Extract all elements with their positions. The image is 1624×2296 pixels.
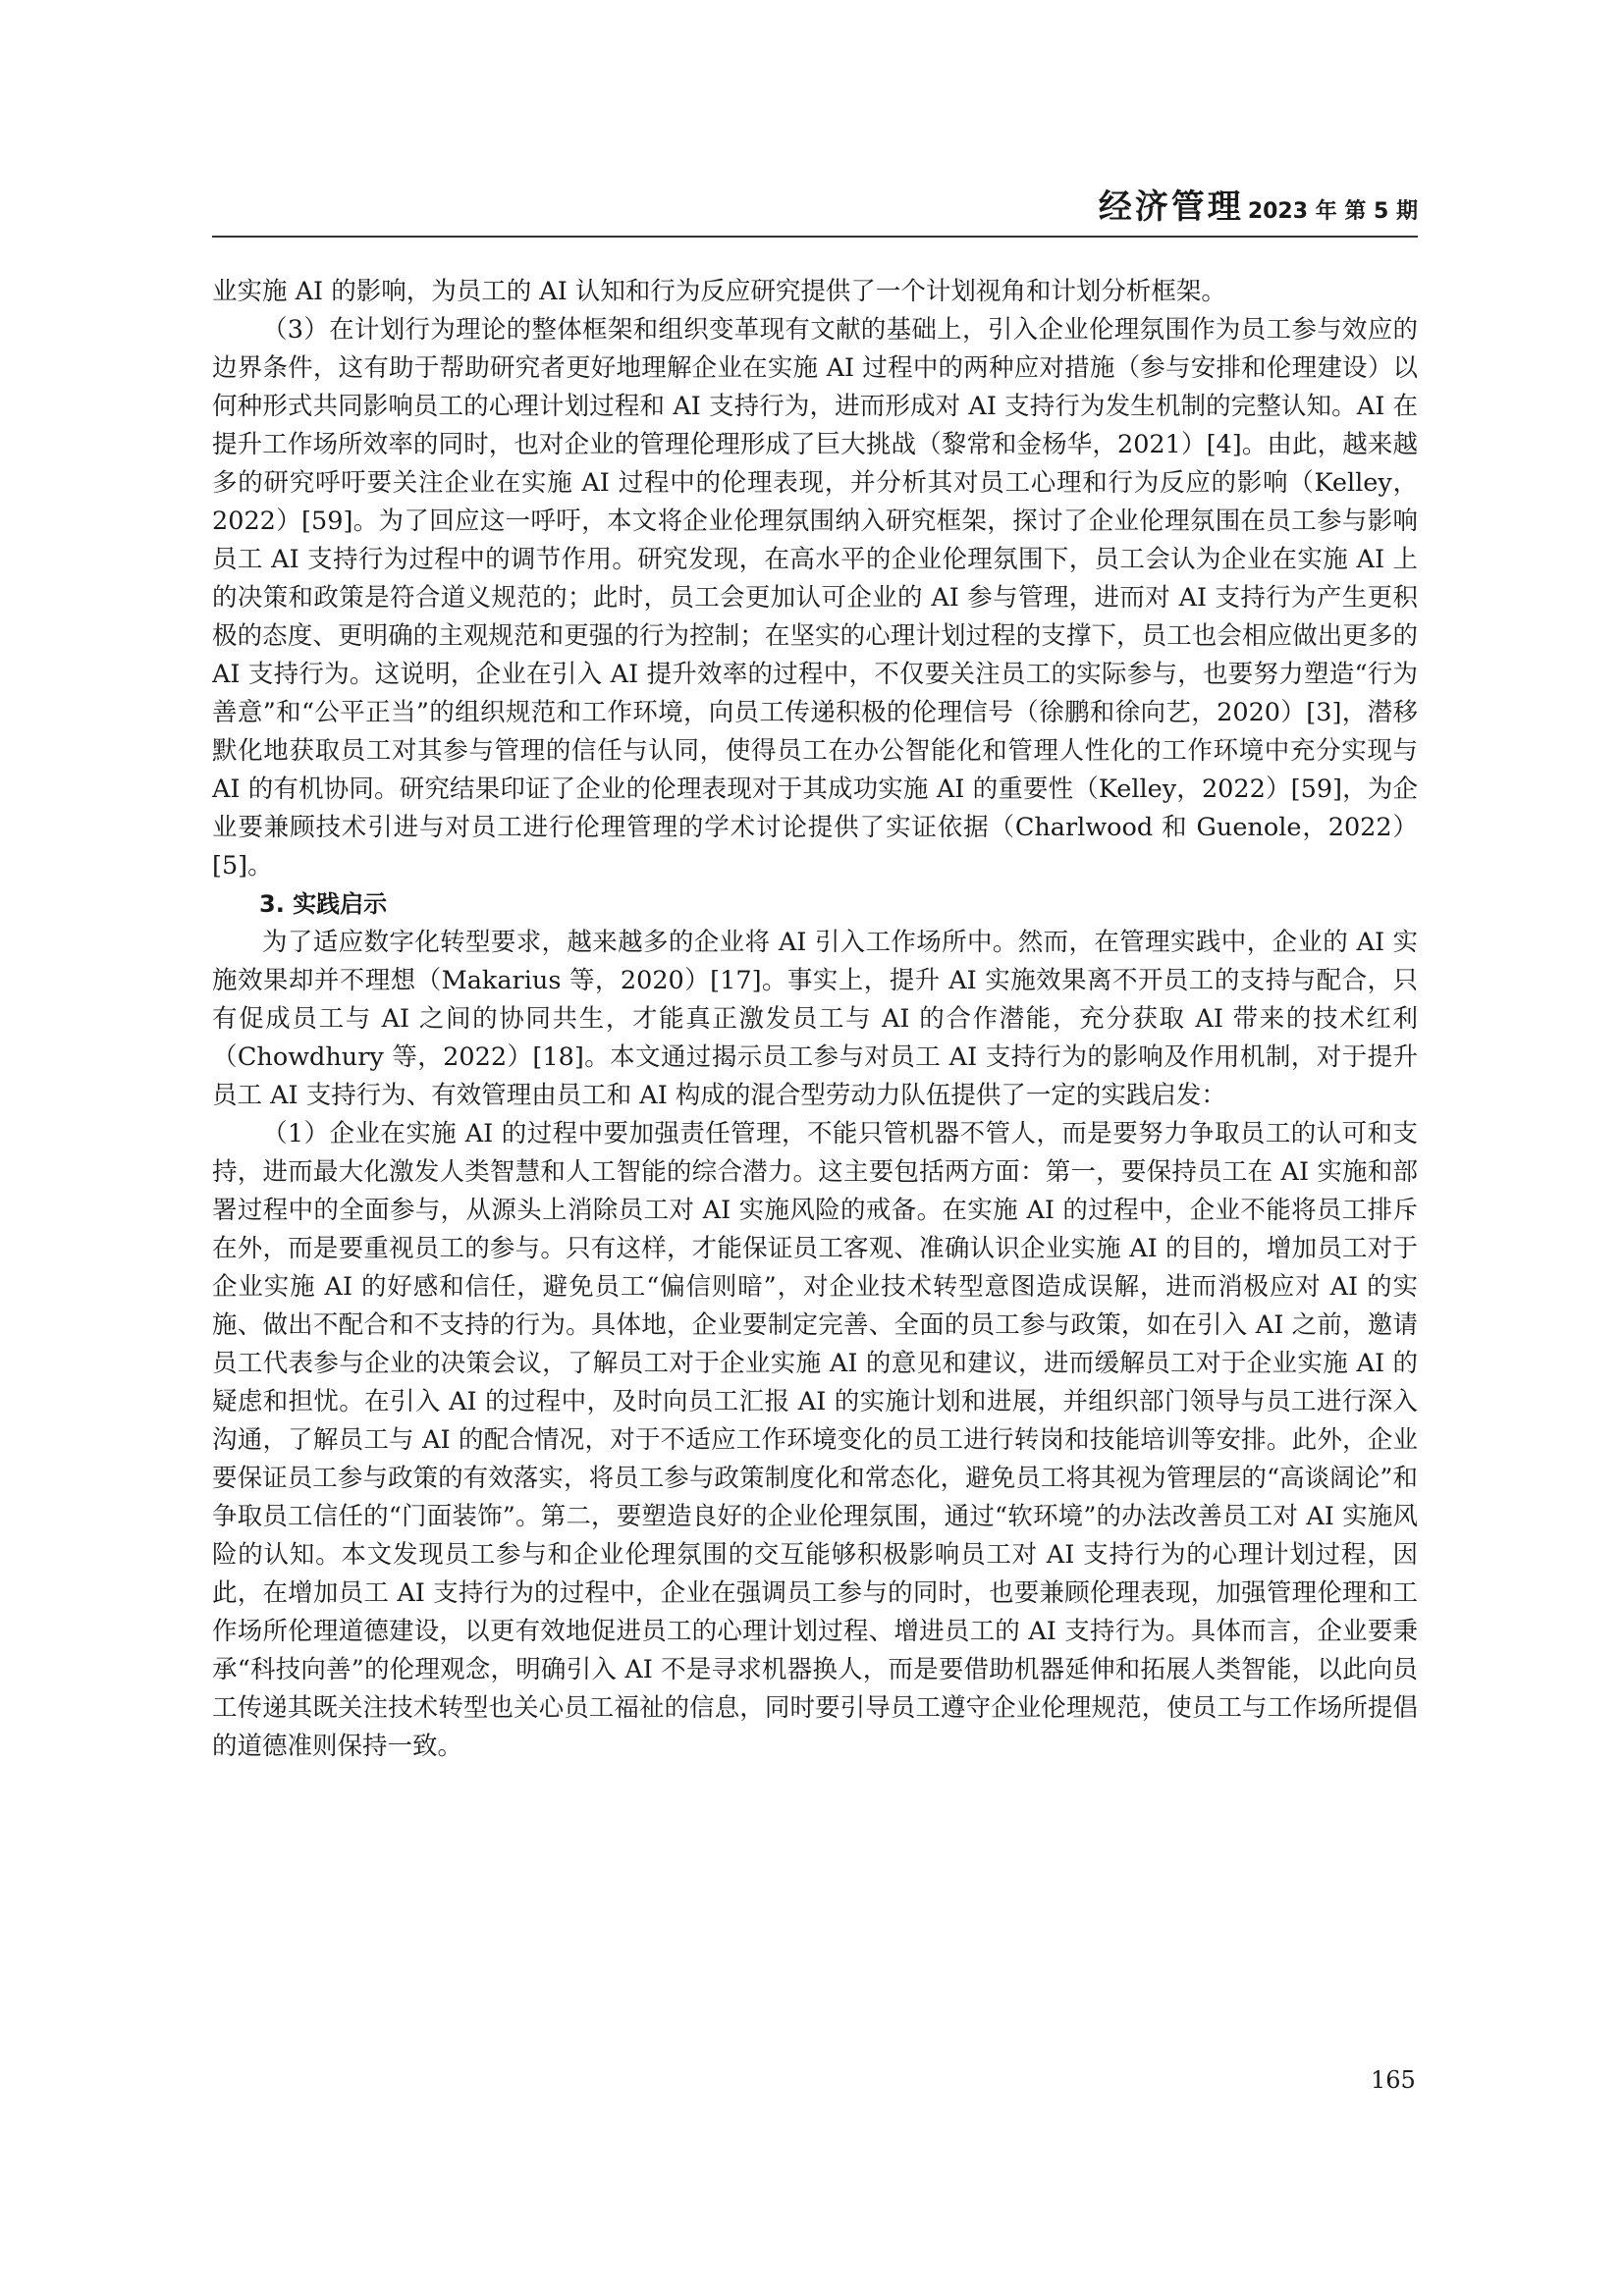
paragraph-contribution-3: （3）在计划行为理论的整体框架和组织变革现有文献的基础上，引入企业伦理氛围作为员工参与效应的边界条件，这有助于帮助研究者更好地理解企业在实施 AI 过程中的两种应对措施（参与安排和伦理建设）以何种形式共同影响员工的心理计划过程和 AI 支持行为，进而形成对 AI 支持行为发生机制的完整认知。AI 在提升工作场所效率的同时，也对企业的管理伦理形成了巨大挑战（黎常和金杨华，2021）[4]。由此，越来越多的研究呼吁要关注企业在实施 AI 过程中的伦理表现，并分析其对员工心理和行为反应的影响（Kelley，2022）[59]。为了回应这一呼吁，本文将企业伦理氛围纳入研究框架，探讨了企业伦理氛围在员工参与影响员工 AI 支持行为过程中的调节作用。研究发现，在高水平的企业伦理氛围下，员工会认为企业在实施 AI 上的决策和政策是符合道义规范的；此时，员工会更加认可企业的 AI 参与管理，进而对 AI 支持行为产生更积极的态度、更明确的主观规范和更强的行为控制；在坚实的心理计划过程的支撑下，员工也会相应做出更多的 AI 支持行为。这说明，企业在引入 AI 提升效率的过程中，不仅要关注员工的实际参与，也要努力塑造“行为善意”和“公平正当”的组织规范和工作环境，向员工传递积极的伦理信号（徐鹏和徐向艺，2020）[3]，潜移默化地获取员工对其参与管理的信任与认同，使得员工在办公智能化和管理人性化的工作环境中充分实现与 AI 的有机协同。研究结果印证了企业的伦理表现对于其成功实施 AI 的重要性（Kelley，2022）[59]，为企业要兼顾技术引进与对员工进行伦理管理的学术讨论提供了实证依据（Charlwood 和 Guenole，2022）[5]。 (212, 315, 1418, 881)
section-heading: 3. 实践启示 (259, 890, 388, 918)
paragraph-practical-1: （1）企业在实施 AI 的过程中要加强责任管理，不能只管机器不管人，而是要努力争取员工的认可和支持，进而最大化激发人类智慧和人工智能的综合潜力。这主要包括两方面：第一，要保持员工在 AI 实施和部署过程中的全面参与，从源头上消除员工对 AI 实施风险的戒备。在实施 AI 的过程中，企业不能将员工排斥在外，而是要重视员工的参与。只有这样，才能保证员工客观、准确认识企业实施 AI 的目的，增加员工对于企业实施 AI 的好感和信任，避免员工“偏信则暗”，对企业技术转型意图造成误解，进而消极应对 AI 的实施、做出不配合和不支持的行为。具体地，企业要制定完善、全面的员工参与政策，如在引入 AI 之前，邀请员工代表参与企业的决策会议，了解员工对于企业实施 AI 的意见和建议，进而缓解员工对于企业实施 AI 的疑虑和担忧。在引入 AI 的过程中，及时向员工汇报 AI 的实施计划和进展，并组织部门领导与员工进行深入沟通，了解员工与 AI 的配合情况，对于不适应工作环境变化的员工进行转岗和技能培训等安排。此外，企业要保证员工参与政策的有效落实，将员工参与政策制度化和常态化，避免员工将其视为管理层的“高谈阔论”和争取员工信任的“门面装饰”。第二，要塑造良好的企业伦理氛围，通过“软环境”的办法改善员工对 AI 实施风险的认知。本文发现员工参与和企业伦理氛围的交互能够积极影响员工对 AI 支持行为的心理计划过程，因此，在增加员工 AI 支持行为的过程中，企业在强调员工参与的同时，也要兼顾伦理表现，加强管理伦理和工作场所伦理道德建设，以更有效地促进员工的心理计划过程、增进员工的 AI 支持行为。具体而言，企业要秉承“科技向善”的伦理观念，明确引入 AI 不是寻求机器换人，而是要借助机器延伸和拓展人类智能，以此向员工传递其既关注技术转型也关心员工福祉的信息，同时要引导员工遵守企业伦理规范，使员工与工作场所提倡的道德准则保持一致。 (212, 1119, 1418, 1761)
journal-name: 经济管理 (1098, 187, 1244, 227)
page-number: 165 (1371, 2066, 1416, 2094)
issue-info: 2023 年 第 5 期 (1247, 199, 1418, 224)
running-header (212, 188, 1418, 238)
article-body (212, 273, 1418, 1766)
paragraph-practical-intro: 为了适应数字化转型要求，越来越多的企业将 AI 引入工作场所中。然而，在管理实践中，企业的 AI 实施效果却并不理想（Makarius 等，2020）[17]。事实上，提升 AI 实施效果离不开员工的支持与配合，只有促成员工与 AI 之间的协同共生，才能真正激发员工与 AI 的合作潜能，充分获取 AI 带来的技术红利（Chowdhury 等，2022）[18]。本文通过揭示员工参与对员工 AI 支持行为的影响及作用机制，对于提升员工 AI 支持行为、有效管理由员工和 AI 构成的混合型劳动力队伍提供了一定的实践启发： (212, 928, 1418, 1110)
paragraph-continued: 业实施 AI 的影响，为员工的 AI 认知和行为反应研究提供了一个计划视角和计划分析框架。 (212, 277, 1226, 306)
header-right (1099, 180, 1418, 228)
